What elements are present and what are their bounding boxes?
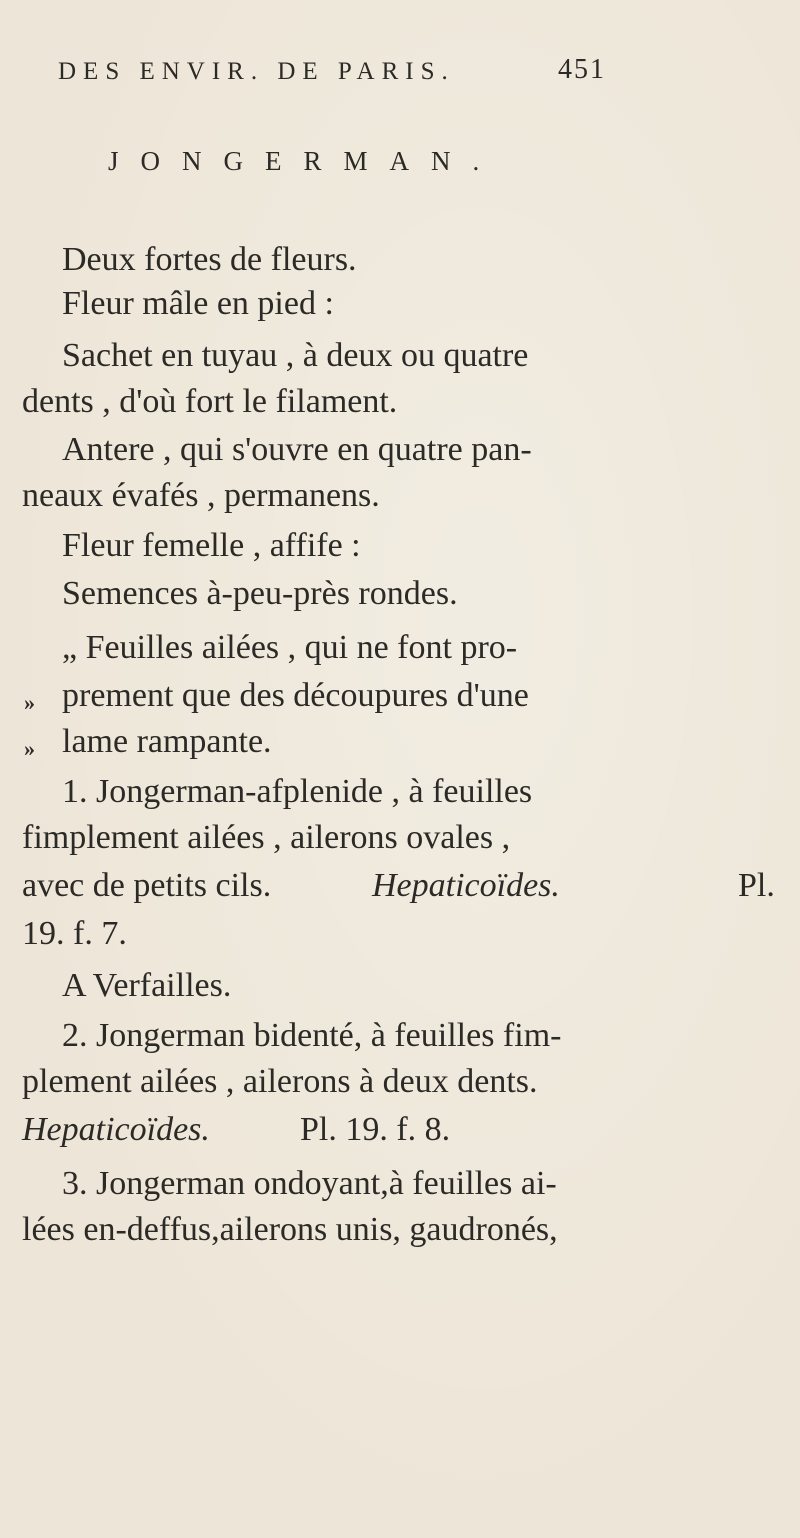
body-line: avec de petits cils. bbox=[22, 867, 272, 904]
plate-reference: Pl. 19. f. 8. bbox=[300, 1111, 451, 1148]
page-number: 451 bbox=[558, 54, 606, 85]
body-line: plement ailées , ailerons à deux dents. bbox=[22, 1063, 538, 1100]
body-line: Fleur mâle en pied : bbox=[62, 285, 334, 322]
body-line: A Verfailles. bbox=[62, 967, 232, 1004]
body-line: Sachet en tuyau , à deux ou quatre bbox=[62, 337, 529, 374]
body-line: fimplement ailées , ailerons ovales , bbox=[22, 819, 511, 856]
body-line: 1. Jongerman-afplenide , à feuilles bbox=[62, 773, 533, 810]
body-line: 3. Jongerman ondoyant,à feuilles ai- bbox=[62, 1165, 557, 1202]
body-line: prement que des découpures d'une bbox=[62, 677, 529, 714]
body-line: Fleur femelle , affife : bbox=[62, 527, 361, 564]
margin-quote-mark: » bbox=[24, 690, 35, 715]
body-line: 2. Jongerman bidenté, à feuilles fim- bbox=[62, 1017, 562, 1054]
body-line: Deux fortes de fleurs. bbox=[62, 241, 357, 278]
running-head bbox=[58, 54, 758, 86]
body-line: Antere , qui s'ouvre en quatre pan- bbox=[62, 431, 532, 468]
body-line: lame rampante. bbox=[62, 723, 272, 760]
section-title: JONGERMAN. bbox=[108, 146, 502, 176]
reference-title: Hepaticoïdes. bbox=[372, 867, 560, 904]
margin-quote-mark: » bbox=[24, 736, 35, 761]
body-line: lées en-deffus,ailerons unis, gaudronés, bbox=[22, 1211, 558, 1248]
body-line: Semences à-peu-près rondes. bbox=[62, 575, 458, 612]
body-line: neaux évafés , permanens. bbox=[22, 477, 380, 514]
body-line: „ Feuilles ailées , qui ne font pro- bbox=[62, 629, 518, 666]
plate-label: Pl. bbox=[738, 867, 775, 904]
reference-title: Hepaticoïdes. bbox=[22, 1111, 210, 1148]
body-line: 19. f. 7. bbox=[22, 915, 127, 952]
body-line: dents , d'où fort le filament. bbox=[22, 383, 398, 420]
running-head-text: DES ENVIR. DE PARIS. bbox=[58, 58, 455, 85]
